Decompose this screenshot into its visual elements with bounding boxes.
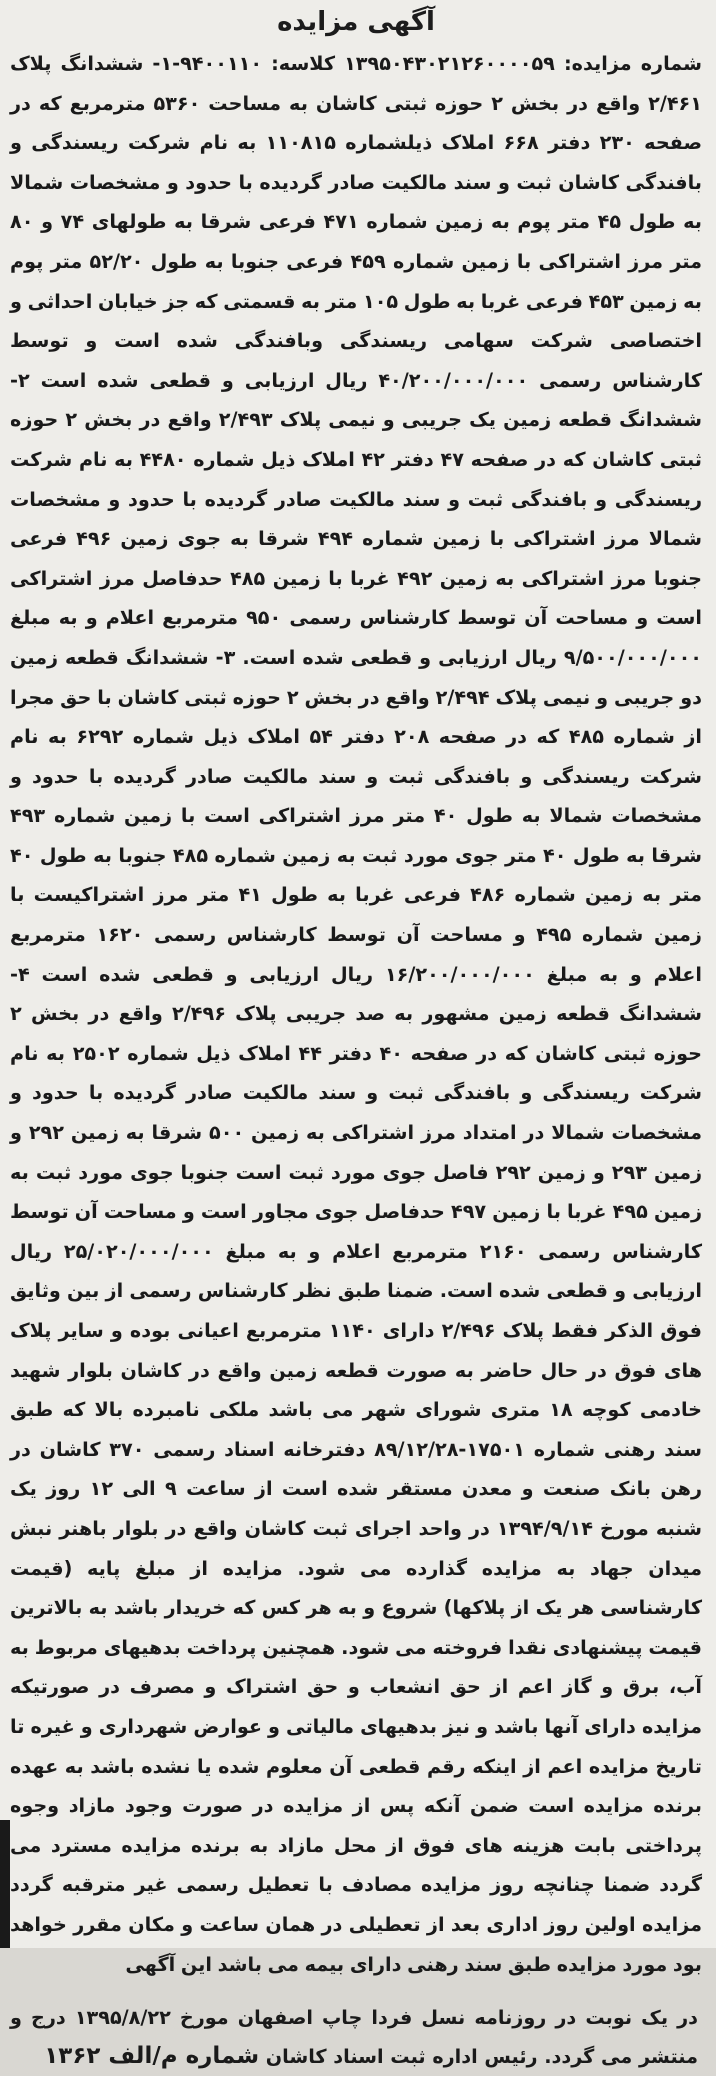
notice-footer-text: در یک نوبت در روزنامه نسل فردا چاپ اصفهان مورخ ۱۳۹۵/۸/۲۲ درج و منتشر می گردد. رئیس اداره ثبت اسناد کاشان <box>10 2006 698 2069</box>
notice-title: آگهی مزایده <box>277 7 435 37</box>
notice-footer-number: شماره م/الف ۱۳۶۲ <box>44 2043 260 2070</box>
scan-edge-bar <box>0 1820 10 1948</box>
notice-body: شماره مزایده: ۱۳۹۵۰۴۳۰۲۱۲۶۰۰۰۰۵۹ کلاسه: ۹۴۰۰۱۱۰-۱- ششدانگ پلاک ۲/۴۶۱ واقع در بخش ۲ حوزه ثبتی کاشان به مساحت ۵۳۶۰ مترمربع که در صفحه ۲۳۰ دفتر ۶۶۸ املاک ذیلشماره ۱۱۰۸۱۵ به نام شرکت ریسندگی و بافندگی کاشان ثبت و سند مالکیت صادر گردیده با حدود و مشخصات شمالا به طول ۴۵ متر پوم به زمین شماره ۴۷۱ فرعی شرقا به طولهای ۷۴ و ۸۰ متر مرز اشتراکی با زمین شماره ۴۵۹ فرعی جنوبا به طول ۵۲/۲۰ متر پوم به زمین ۴۵۳ فرعی غربا به طول ۱۰۵ متر به قسمتی که جز خیابان احداثی و اختصاصی شرکت سهامی ریسندگی وبافندگی شده است و توسط کارشناس رسمی ۴۰/۲۰۰/۰۰۰/۰۰۰ ریال ارزیابی و قطعی شده است ۲- ششدانگ قطعه زمین یک جریبی و نیمی پلاک ۲/۴۹۳ واقع در بخش ۲ حوزه ثبتی کاشان که در صفحه ۴۷ دفتر ۴۲ املاک ذیل شماره ۴۴۸۰ به نام شرکت ریسندگی و بافندگی ثبت و سند مالکیت صادر گردیده با حدود و مشخصات شمالا مرز اشتراکی با زمین شماره ۴۹۴ شرقا به جوی زمین ۴۹۶ فرعی جنوبا مرز اشتراکی به زمین ۴۹۲ غربا با زمین ۴۸۵ حدفاصل مرز اشتراکی است و مساحت آن توسط کارشناس رسمی ۹۵۰ مترمربع اعلام و به مبلغ ۹/۵۰۰/۰۰۰/۰۰۰ ریال ارزیابی و قطعی شده است. ۳- ششدانگ قطعه زمین دو جریبی و نیمی پلاک ۲/۴۹۴ واقع در بخش ۲ حوزه ثبتی کاشان با حق مجرا از شماره ۴۸۵ که در صفحه ۲۰۸ دفتر ۵۴ املاک ذیل شماره ۶۲۹۲ به نام شرکت ریسندگی و بافندگی ثبت و سند مالکیت صادر گردیده با حدود و مشخصات شمالا به طول ۴۰ متر مرز اشتراکی است با زمین شماره ۴۹۳ شرقا به طول ۴۰ متر جوی مورد ثبت به زمین شماره ۴۸۵ جنوبا به طول ۴۰ متر به زمین شماره ۴۸۶ فرعی غربا به طول ۴۱ متر مرز اشتراکیست با زمین شماره ۴۹۵ و مساحت آن توسط کارشناس رسمی ۱۶۲۰ مترمربع اعلام و به مبلغ ۱۶/۲۰۰/۰۰۰/۰۰۰ ریال ارزیابی و قطعی شده است ۴- ششدانگ قطعه زمین مشهور به صد جریبی پلاک ۲/۴۹۶ واقع در بخش ۲ حوزه ثبتی کاشان که در صفحه ۴۰ دفتر ۴۴ املاک ذیل شماره ۲۵۰۲ به نام شرکت ریسندگی و بافندگی ثبت و سند مالکیت صادر گردیده با حدود و مشخصات شمالا در امتداد مرز اشتراکی به زمین ۵۰۰ شرقا به زمین ۲۹۲ و زمین ۲۹۳ و زمین ۲۹۲ فاصل جوی مورد ثبت است جنوبا جوی مورد ثبت به زمین ۴۹۵ غربا با زمین ۴۹۷ حدفاصل جوی مجاور است و مساحت آن توسط کارشناس رسمی ۲۱۶۰ مترمربع اعلام و به مبلغ ۲۵/۰۲۰/۰۰۰/۰۰۰ ریال ارزیابی و قطعی شده است. ضمنا طبق نظر کارشناس رسمی از بین وثایق فوق الذکر فقط پلاک ۲/۴۹۶ دارای ۱۱۴۰ مترمربع اعیانی بوده و سایر پلاک های فوق در حال حاضر به صورت قطعه زمین واقع در کاشان بلوار شهید خادمی کوچه ۱۸ متری شورای شهر می باشد ملکی نامبرده بالا که طبق سند رهنی شماره ۱۷۵۰۱-۸۹/۱۲/۲۸ دفترخانه اسناد رسمی ۳۷۰ کاشان در رهن بانک صنعت و معدن مستقر شده است از ساعت ۹ الی ۱۲ روز یک شنبه مورخ ۱۳۹۴/۹/۱۴ در واحد اجرای ثبت کاشان واقع در بلوار باهنر نبش میدان جهاد به مزایده گذارده می شود. مزایده از مبلغ پایه (قیمت کارشناسی هر یک از پلاکها) شروع و به هر کس که خریدار باشد به بالاترین قیمت پیشنهادی نقدا فروخته می شود. همچنین پرداخت بدهیهای مربوط به آب، برق و گاز اعم از حق انشعاب و حق اشتراک و مصرف در صورتیکه مزایده دارای آنها باشد و نیز بدهیهای مالیاتی و عوارض شهرداری و غیره تا تاریخ مزایده اعم از اینکه رقم قطعی آن معلوم شده یا نشده باشد به عهده برنده مزایده است ضمن آنکه پس از مزایده در صورت وجود مازاد وجوه پرداختی بابت هزینه های فوق از محل مازاد به برنده مزایده مسترد می گردد ضمنا چنانچه روز مزایده مصادف با تعطیل رسمی غیر مترقبه گردد مزایده اولین روز اداری بعد از تعطیلی در همان ساعت و مکان مقرر خواهد بود مورد مزایده طبق سند رهنی دارای بیمه می باشد این آگهی <box>10 52 703 1976</box>
notice-footer <box>10 1998 702 2076</box>
